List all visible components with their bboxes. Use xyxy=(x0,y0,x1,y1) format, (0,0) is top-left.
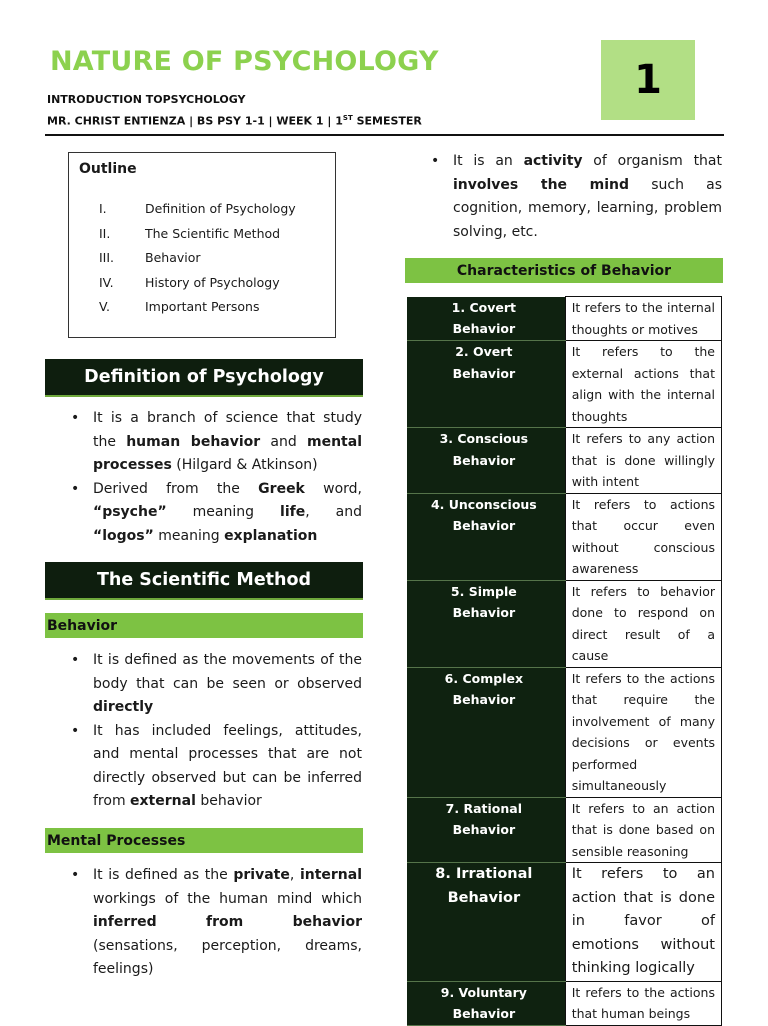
table-row xyxy=(407,297,722,341)
behavior-description-cell: It refers to behavior done to respond on direct result of a cause xyxy=(565,580,721,667)
characteristics-table xyxy=(407,296,722,1026)
characteristics-heading: Characteristics of Behavior xyxy=(405,258,723,283)
behavior-description-cell: It refers to the internal thoughts or motives xyxy=(565,297,721,341)
mental-bullet: • It is defined as the private, internal workings of the human mind which inferred from behavior (sensations, perception, dreams, feelings) xyxy=(71,864,362,982)
behavior-type-cell: 6. Complex Behavior xyxy=(407,667,565,797)
outline-item: II. The Scientific Method xyxy=(99,225,281,241)
outline-list xyxy=(99,201,296,324)
behavior-type-cell: 4. Unconscious Behavior xyxy=(407,493,565,580)
behavior-heading: Behavior xyxy=(45,613,363,638)
header-divider xyxy=(45,134,724,136)
behavior-description-cell: It refers to the actions that human beings xyxy=(565,981,721,1025)
course-details: MR. CHRIST ENTIENZA | BS PSY 1-1 | WEEK 1 | 1ST SEMESTER xyxy=(47,114,422,128)
outline-box xyxy=(68,152,336,338)
scientific-method-heading: The Scientific Method xyxy=(45,562,363,598)
outline-item: I. Definition of Psychology xyxy=(99,201,296,216)
behavior-type-cell: 7. Rational Behavior xyxy=(407,797,565,863)
behavior-type-cell: 3. Conscious Behavior xyxy=(407,428,565,494)
behavior-type-cell: 8. Irrational Behavior xyxy=(407,863,565,982)
behavior-description-cell: It refers to actions that occur even without conscious awareness xyxy=(565,493,721,580)
behavior-type-cell: 1. Covert Behavior xyxy=(407,297,565,341)
behavior-description-cell: It refers to an action that is done in favor of emotions without thinking logically xyxy=(565,863,721,982)
behavior-description-cell: It refers to the external actions that align with the internal thoughts xyxy=(565,341,721,428)
outline-title: Outline xyxy=(79,161,137,177)
definition-bullet: • It is a branch of science that study the human behavior and mental processes (Hilgard & Atkinson) xyxy=(71,407,362,478)
outline-item: III. Behavior xyxy=(99,250,201,266)
table-row xyxy=(407,863,722,982)
behavior-type-cell: 2. Overt Behavior xyxy=(407,341,565,428)
table-row xyxy=(407,341,722,428)
behavior-bullet: • It has included feelings, attitudes, and mental processes that are not directly observed but can be inferred from external behavior xyxy=(71,720,362,814)
definition-bullet: • Derived from the Greek word, “psyche” meaning life, and “logos” meaning explanation xyxy=(71,478,362,549)
activity-bullet: • It is an activity of organism that involves the mind such as cognition, memory, learning, problem solving, etc. xyxy=(431,150,722,244)
mental-processes-list xyxy=(71,864,362,982)
table-row xyxy=(407,493,722,580)
behavior-bullet: • It is defined as the movements of the body that can be seen or observed directly xyxy=(71,649,362,720)
behavior-type-cell: 9. Voluntary Behavior xyxy=(407,981,565,1025)
definition-list xyxy=(71,407,362,548)
table-row xyxy=(407,580,722,667)
outline-item: IV. History of Psychology xyxy=(99,274,280,290)
activity-list xyxy=(431,150,722,244)
behavior-description-cell: It refers to the actions that require the involvement of many decisions or events performed simultaneously xyxy=(565,667,721,797)
page-title: NATURE OF PSYCHOLOGY xyxy=(50,46,439,77)
table-row xyxy=(407,797,722,863)
behavior-list xyxy=(71,649,362,814)
course-subtitle: INTRODUCTION TOPSYCHOLOGY xyxy=(47,93,246,106)
behavior-description-cell: It refers to an action that is done based on sensible reasoning xyxy=(565,797,721,863)
definition-heading: Definition of Psychology xyxy=(45,359,363,395)
outline-item: V. Important Persons xyxy=(99,299,260,315)
table-row xyxy=(407,667,722,797)
mental-processes-heading: Mental Processes xyxy=(45,828,363,853)
behavior-description-cell: It refers to any action that is done willingly with intent xyxy=(565,428,721,494)
table-row xyxy=(407,428,722,494)
behavior-type-cell: 5. Simple Behavior xyxy=(407,580,565,667)
table-row xyxy=(407,981,722,1025)
lesson-number-badge: 1 xyxy=(601,40,695,120)
